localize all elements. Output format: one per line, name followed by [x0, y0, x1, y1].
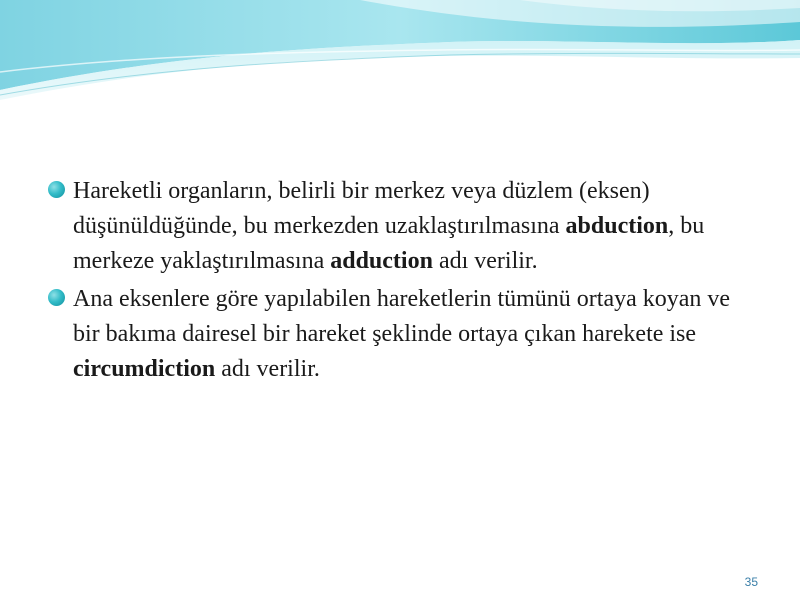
bullet-text-segment: Ana eksenlere göre yapılabilen hareketlerin tümünü ortaya koyan ve bir bakıma dairesel bir hareket şeklinde ortaya çıkan harekete ise: [73, 286, 731, 347]
slide-number: 35: [744, 575, 758, 589]
slide-content: [46, 174, 746, 390]
bullet-item: [46, 282, 746, 387]
bullet-text-segment: Hareketli organların, belirli bir merkez veya düzlem (eksen) düşünüldüğünde, bu merkezden uzaklaştırılmasına: [73, 178, 650, 239]
term-abduction: abduction: [565, 213, 669, 239]
bullet-text: [73, 174, 746, 279]
bullet-text-segment: , bu merkeze yaklaştırılmasına: [73, 213, 705, 274]
term-adduction: adduction: [330, 248, 433, 274]
bullet-icon: [48, 181, 65, 198]
bullet-item: [46, 174, 746, 279]
header-wave-decoration: [0, 0, 800, 110]
bullet-text-segment: adı verilir.: [215, 356, 320, 382]
bullet-text: [73, 282, 746, 387]
bullet-icon: [48, 289, 65, 306]
bullet-text-segment: adı verilir.: [432, 248, 538, 274]
term-circumdiction: circumdiction: [73, 356, 216, 382]
